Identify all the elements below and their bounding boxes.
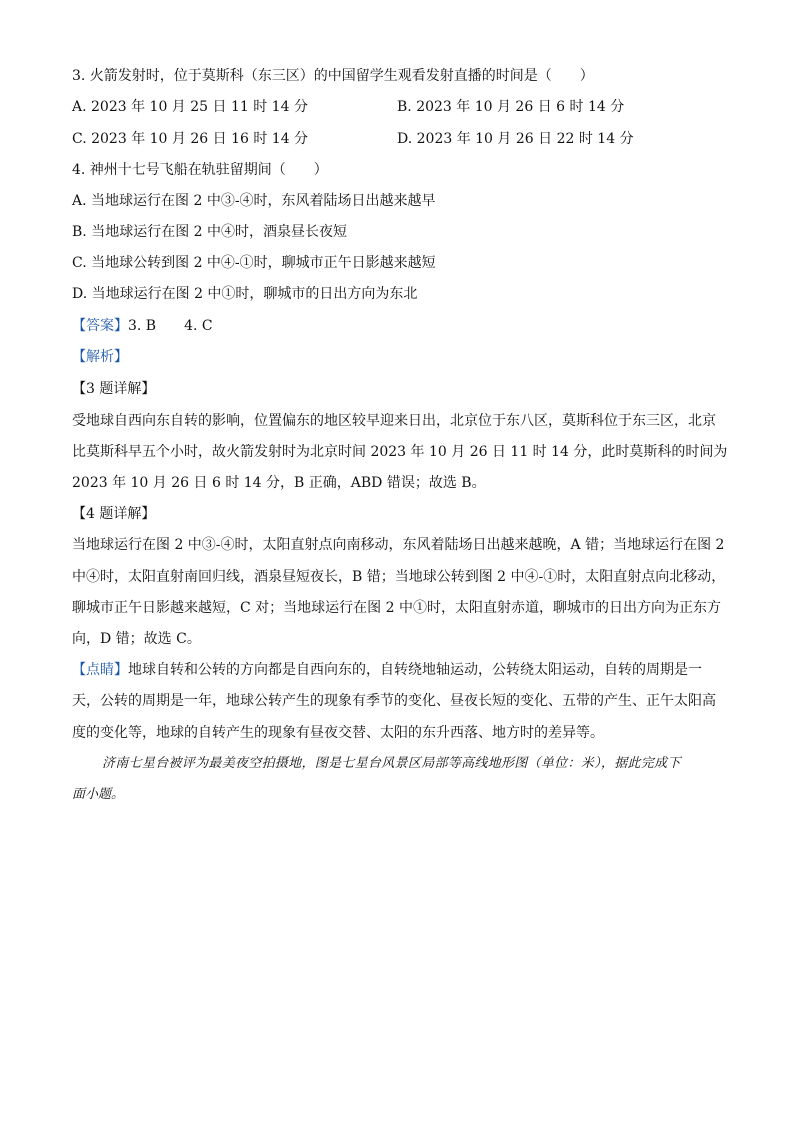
question-4-option-d: D. 当地球运行在图 2 中①时，聊城市的日出方向为东北 (72, 286, 418, 302)
answer-label: 【答案】 (72, 318, 128, 334)
lead-in-line: 济南七星台被评为最美夜空拍摄地，图是七星台风景区局部等高线地形图（单位：米），据此完成下 (102, 756, 681, 771)
dianjing-text: 地球自转和公转的方向都是自西向东的，自转绕地轴运动，公转绕太阳运动，自转的周期是一 (128, 662, 702, 678)
detail-4-line: 当地球运行在图 2 中③-④时，太阳直射点向南移动，东风着陆场日出越来越晚，A 错；当地球运行在图 2 (72, 537, 725, 553)
question-3-option-a: A. 2023 年 10 月 25 日 11 时 14 分 (72, 99, 308, 115)
question-3-option-b: B. 2023 年 10 月 26 日 6 时 14 分 (397, 99, 625, 115)
question-4-option-b: B. 当地球运行在图 2 中④时，酒泉昼长夜短 (72, 224, 347, 240)
detail-3-label: 【3 题详解】 (72, 381, 156, 397)
answer-line (72, 316, 213, 336)
detail-4-line: 聊城市正午日影越来越短，C 对；当地球运行在图 2 中①时，太阳直射赤道，聊城市的日出方向为正东方 (72, 600, 721, 616)
dianjing-line-1 (72, 660, 702, 680)
question-4-stem: 4. 神州十七号飞船在轨驻留期间（ ） (72, 162, 328, 178)
question-4-option-c: C. 当地球公转到图 2 中④-①时，聊城市正午日影越来越短 (72, 255, 436, 271)
analysis-label: 【解析】 (72, 349, 128, 365)
dianjing-line: 天，公转的周期是一年，地球公转产生的现象有季节的变化、昼夜长短的变化、五带的产生、正午太阳高 (72, 693, 716, 709)
detail-3-line: 比莫斯科早五个小时，故火箭发射时为北京时间 2023 年 10 月 26 日 11 时 14 分，此时莫斯科的时间为 (72, 444, 728, 460)
question-3-option-c: C. 2023 年 10 月 26 日 16 时 14 分 (72, 131, 309, 147)
detail-4-label: 【4 题详解】 (72, 506, 156, 522)
question-4-option-a: A. 当地球运行在图 2 中③-④时，东风着陆场日出越来越早 (72, 193, 436, 209)
detail-3-line: 2023 年 10 月 26 日 6 时 14 分，B 正确，ABD 错误；故选 B。 (72, 475, 486, 491)
lead-in-line: 面小题。 (72, 787, 125, 802)
question-3-stem: 3. 火箭发射时，位于莫斯科（东三区）的中国留学生观看发射直播的时间是（ ） (72, 68, 594, 84)
detail-4-line: 向，D 错；故选 C。 (72, 631, 201, 647)
dianjing-label: 【点睛】 (72, 662, 128, 678)
detail-3-line: 受地球自西向东自转的影响，位置偏东的地区较早迎来日出，北京位于东八区，莫斯科位于东三区，北京 (72, 413, 716, 429)
answer-text: 3. B 4. C (128, 318, 213, 334)
dianjing-line: 度的变化等，地球的自转产生的现象有昼夜交替、太阳的东升西落、地方时的差异等。 (72, 725, 604, 741)
question-3-option-d: D. 2023 年 10 月 26 日 22 时 14 分 (397, 131, 634, 147)
detail-4-line: 中④时，太阳直射南回归线，酒泉昼短夜长，B 错；当地球公转到图 2 中④-①时，太阳直射点向北移动， (72, 569, 726, 585)
